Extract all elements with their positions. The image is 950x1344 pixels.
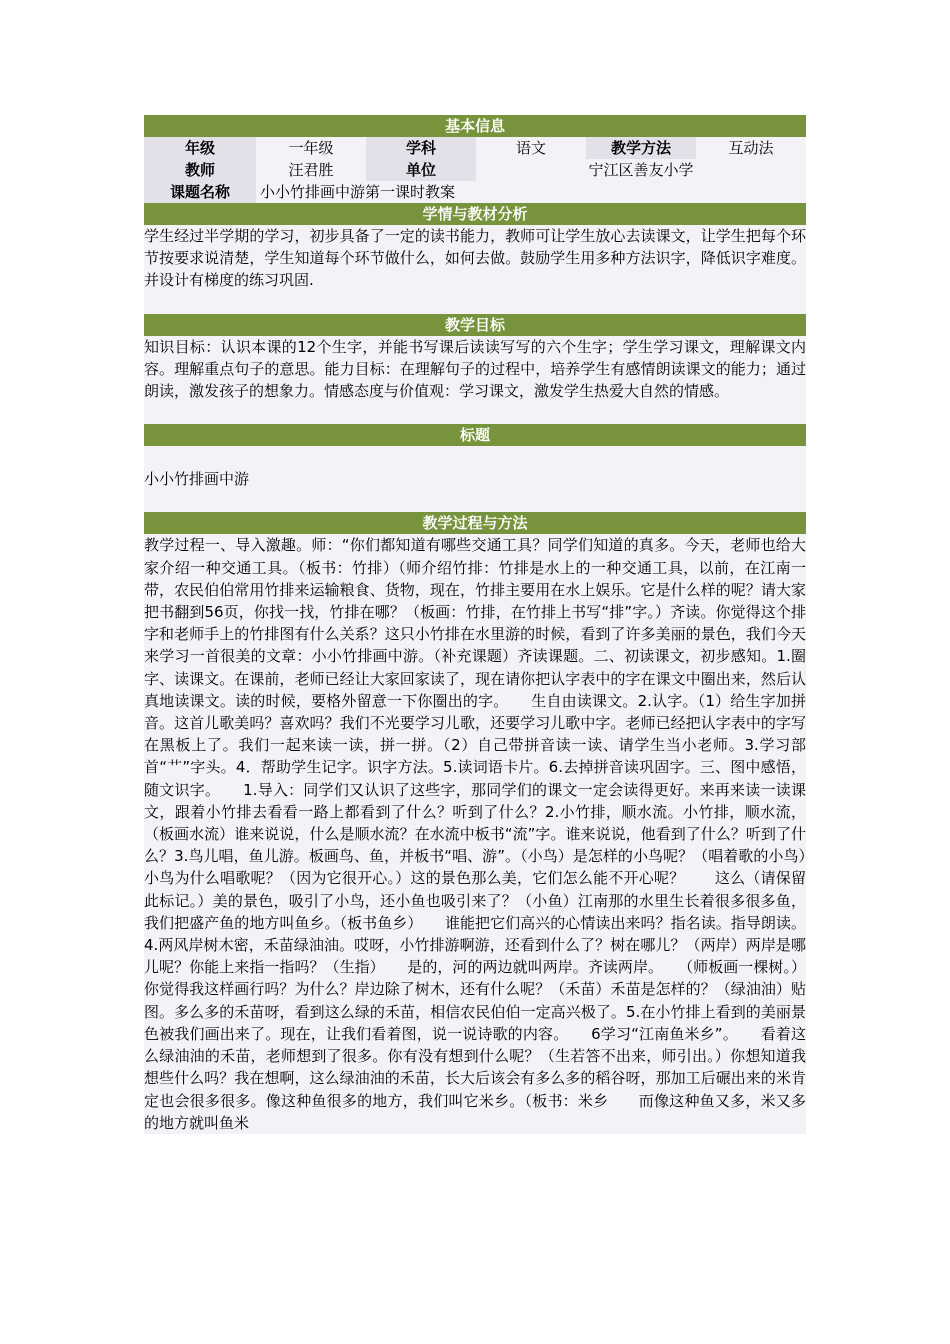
grade-value: 一年级: [256, 137, 366, 159]
subject-value: 语文: [476, 137, 586, 159]
analysis-spacer: [144, 292, 806, 314]
unit-value: 宁江区善友小学: [476, 159, 806, 181]
subject-label: 学科: [366, 137, 476, 159]
grade-label: 年级: [144, 137, 256, 159]
title-text: 小小竹排画中游: [144, 468, 806, 490]
analysis-header: 学情与教材分析: [144, 203, 806, 225]
method-value: 互动法: [696, 137, 806, 159]
info-row-2: [144, 159, 806, 181]
title-spacer-bottom: [144, 490, 806, 512]
analysis-text: 学生经过半学期的学习，初步具备了一定的读书能力，教师可让学生放心去读课文，让学生把每个环节按要求说清楚，学生知道每个环节做什么，如何去做。鼓励学生用多种方法识字，降低识字难度。并设计有梯度的练习巩固.: [144, 225, 806, 292]
basic-info-header: 基本信息: [144, 115, 806, 137]
unit-label: 单位: [366, 159, 476, 181]
goals-text: 知识目标：认识本课的12个生字，并能书写课后读读写写的六个生字；学生学习课文，理解课文内容。理解重点句子的意思。能力目标：在理解句子的过程中，培养学生有感情朗读课文的能力；通过朗读，激发孩子的想象力。情感态度与价值观：学习课文，激发学生热爱大自然的情感。: [144, 336, 806, 403]
method-label: 教学方法: [586, 137, 696, 159]
lesson-value: 小小竹排画中游第一课时教案: [256, 181, 806, 203]
info-row-3: [144, 181, 806, 203]
teacher-value: 汪君胜: [256, 159, 366, 181]
title-spacer: [144, 446, 806, 468]
teacher-label: 教师: [144, 159, 256, 181]
lesson-label: 课题名称: [144, 181, 256, 203]
process-text: 教学过程一、导入激趣。师：“你们都知道有哪些交通工具？同学们知道的真多。今天，老师也给大家介绍一种交通工具。（板书：竹排）（师介绍竹排：竹排是水上的一种交通工具，以前，在江南一带，农民伯伯常用竹排来运输粮食、货物，现在，竹排主要用在水上娱乐。它是什么样的呢？请大家把书翻到56页，你找一找，竹排在哪？（板画：竹排，在竹排上书写“排”字。）齐读。你觉得这个排字和老师手上的竹排图有什么关系？这只小竹排在水里游的时候，看到了许多美丽的景色，我们今天来学习一首很美的文章：小小竹排画中游。（补充课题）齐读课题。二、初读课文，初步感知。1.圈字、读课文。在课前，老师已经让大家回家读了，现在请你把认字表中的字在课文中圈出来，然后认真地读课文。读的时候，要格外留意一下你圈出的字。 生自由读课文。2.认字。（1）给生字加拼音。这首儿歌美吗？喜欢吗？我们不光要学习儿歌，还要学习儿歌中字。老师已经把认字表中的字写在黑板上了。我们一起来读一读，拼一拼。（2）自己带拼音读一读、请学生当小老师。3.学习部首“艹”字头。4．帮助学生记字。识字方法。5.读词语卡片。6.去掉拼音读巩固字。三、图中感悟，随文识字。 1.导入：同学们又认识了这些字，那同学们的课文一定会读得更好。来再来读一读课文，跟着小竹排去看看一路上都看到了什么？听到了什么？2.小竹排，顺水流。小竹排，顺水流，（板画水流）谁来说说，什么是顺水流？在水流中板书“流”字。谁来说说，他看到了什么？听到了什么？3.鸟儿唱，鱼儿游。板画鸟、鱼，并板书“唱、游”。（小鸟）是怎样的小鸟呢？（唱着歌的小鸟） 小鸟为什么唱歌呢？（因为它很开心。）这的景色那么美，它们怎么能不开心呢？ 这么（请保留此标记。）美的景色，吸引了小鸟，还小鱼也吸引来了？（小鱼）江南那的水里生长着很多很多鱼，我们把盛产鱼的地方叫鱼乡。（板书鱼乡） 谁能把它们高兴的心情读出来吗？指名读。指导朗读。4.两风岸树木密，禾苗绿油油。哎呀，小竹排游啊游，还看到什么了？树在哪儿？（两岸）两岸是哪儿呢？你能上来指一指吗？（生指） 是的，河的两边就叫两岸。齐读两岸。 （师板画一棵树。）你觉得我这样画行吗？为什么？岸边除了树木，还有什么呢？（禾苗）禾苗是怎样的？（绿油油）贴图。多么多的禾苗呀，看到这么绿的禾苗，相信农民伯伯一定高兴极了。5.在小竹排上看到的美丽景色被我们画出来了。现在，让我们看着图，说一说诗歌的内容。 6学习“江南鱼米乡”。 看着这么绿油油的禾苗，老师想到了很多。你有没有想到什么呢？（生若答不出来，师引出。）你想知道我想些什么吗？我在想啊，这么绿油油的禾苗，长大后该会有多么多的稻谷呀，那加工后碾出来的米肯定也会很多很多。像这种鱼很多的地方，我们叫它米乡。（板书：米乡 而像这种鱼又多，米又多的地方就叫鱼米: [144, 534, 806, 1133]
lesson-plan-sheet: [144, 115, 837, 1134]
title-header: 标题: [144, 424, 806, 446]
info-row-1: [144, 137, 806, 159]
goals-spacer: [144, 402, 806, 424]
goals-header: 教学目标: [144, 314, 806, 336]
process-header: 教学过程与方法: [144, 512, 806, 534]
